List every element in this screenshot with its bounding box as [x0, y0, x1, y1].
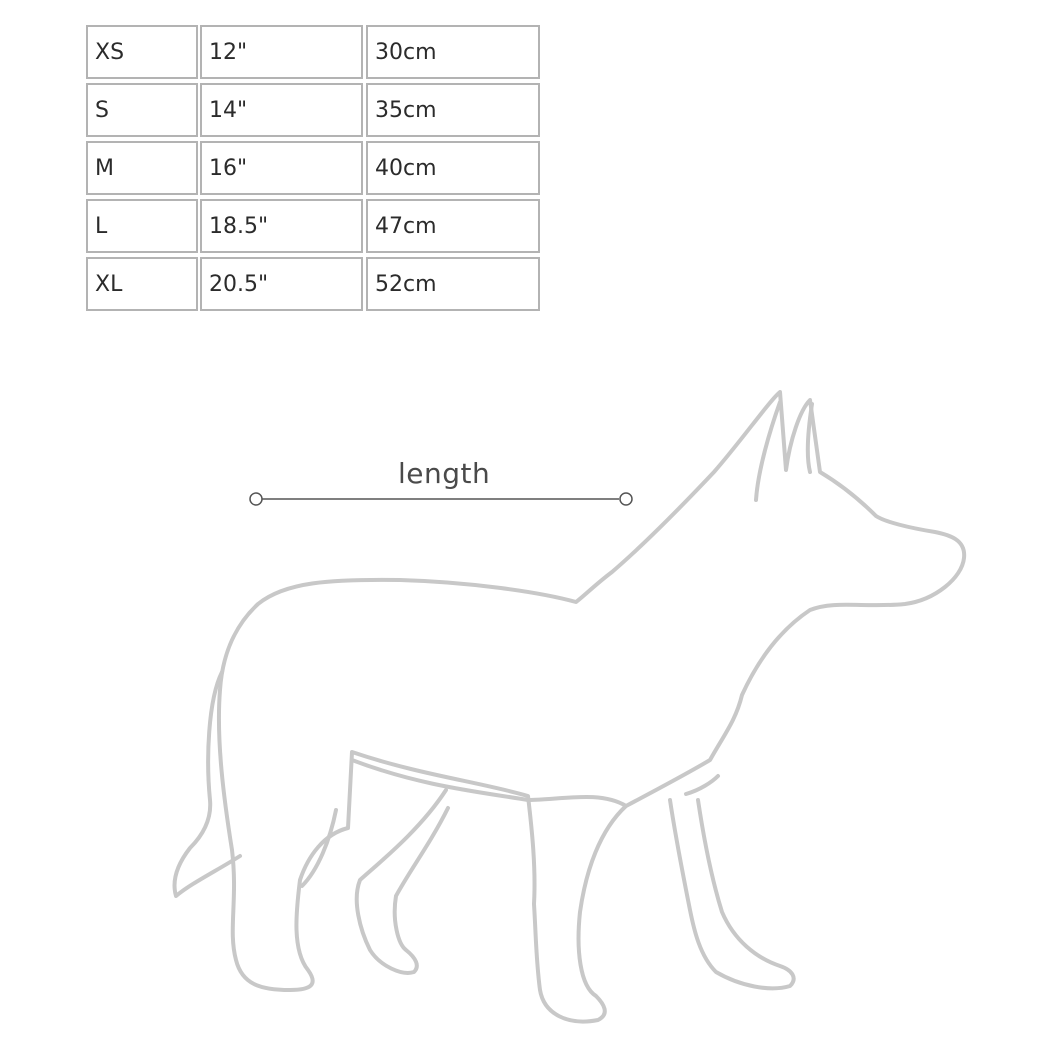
dog-tail [175, 672, 240, 896]
length-measure-line [250, 493, 632, 505]
length-cm: 35cm [375, 98, 437, 123]
length-inches: 16" [209, 156, 248, 181]
dog-far-front-leg [670, 800, 794, 988]
length-label: length [398, 457, 491, 490]
length-cm: 52cm [375, 272, 437, 297]
dog-belly-line [352, 760, 626, 806]
dog-far-hind-leg [302, 790, 448, 973]
length-cm: 47cm [375, 214, 437, 239]
length-cm: 40cm [375, 156, 437, 181]
size-label: L [95, 214, 108, 239]
dog-neck-line [686, 776, 718, 794]
measure-start-marker [250, 493, 262, 505]
size-label: XL [95, 272, 123, 297]
size-label: S [95, 98, 109, 123]
length-inches: 18.5" [209, 214, 269, 239]
dog-outline [175, 392, 965, 1022]
length-inches: 12" [209, 40, 248, 65]
measure-end-marker [620, 493, 632, 505]
size-label: M [95, 156, 114, 181]
size-label: XS [95, 40, 125, 65]
length-cm: 30cm [375, 40, 437, 65]
length-inches: 20.5" [209, 272, 269, 297]
dog-body-outline [219, 392, 964, 1022]
length-inches: 14" [209, 98, 248, 123]
